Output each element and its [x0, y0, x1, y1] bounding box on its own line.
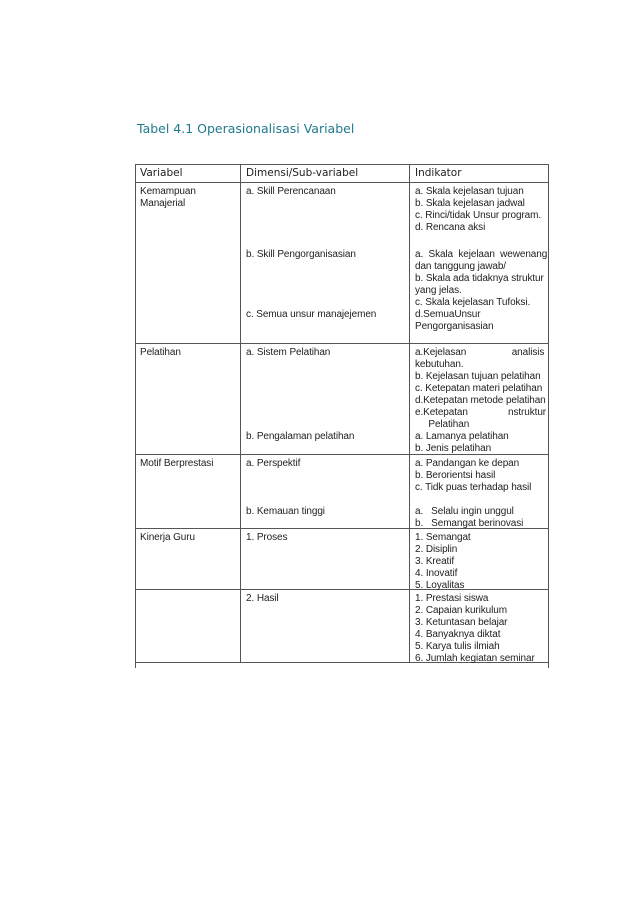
- operationalization-table: [135, 164, 548, 663]
- cell-indikator: 4. Inovatif: [415, 568, 458, 579]
- cell-variabel: Kinerja Guru: [140, 532, 195, 543]
- column-divider: [409, 455, 410, 528]
- cell-indikator: c. Ketepatan materi pelatihan: [415, 383, 543, 394]
- cell-indikator: a. Lamanya pelatihan: [415, 431, 509, 442]
- cell-indikator: a. Skala kejelaan wewenang: [415, 249, 548, 260]
- table-caption: Tabel 4.1 Operasionalisasi Variabel: [137, 121, 355, 136]
- column-divider: [240, 529, 241, 589]
- cell-indikator: b. Skala kejelasan jadwal: [415, 198, 525, 209]
- cell-indikator: b. Berorientsi hasil: [415, 470, 496, 481]
- table-row: [135, 344, 548, 455]
- cell-indikator: b. Kejelasan tujuan pelatihan: [415, 371, 541, 382]
- cell-indikator: 5. Karya tulis ilmiah: [415, 641, 500, 652]
- cell-indikator: c. Tidk puas terhadap hasil: [415, 482, 532, 493]
- table-row: [135, 590, 548, 663]
- cell-indikator: 3. Ketuntasan belajar: [415, 617, 508, 628]
- cell-indikator: a. Skala kejelasan tujuan: [415, 186, 524, 197]
- cell-indikator: Pelatihan: [415, 419, 470, 430]
- cell-indikator: d.SemuaUnsur: [415, 309, 481, 320]
- cell-indikator: 5. Loyalitas: [415, 580, 465, 591]
- cell-indikator: b. Skala ada tidaknya struktur: [415, 273, 544, 284]
- cell-indikator: 1. Semangat: [415, 532, 471, 543]
- cell-indikator: 2. Disiplin: [415, 544, 458, 555]
- header-dimensi: Dimensi/Sub-variabel: [246, 167, 359, 179]
- table-row: [135, 455, 548, 529]
- cell-dimensi: c. Semua unsur manajejemen: [246, 309, 377, 320]
- cell-indikator: b. Semangat berinovasi: [415, 518, 524, 529]
- cell-indikator: dan tanggung jawab/: [415, 261, 506, 272]
- column-divider: [409, 590, 410, 662]
- cell-dimensi: 2. Hasil: [246, 593, 279, 604]
- cell-indikator: 2. Capaian kurikulum: [415, 605, 507, 616]
- column-divider: [240, 455, 241, 528]
- cell-dimensi: b. Kemauan tinggi: [246, 506, 325, 517]
- column-divider: [409, 183, 410, 343]
- header-variabel: Variabel: [140, 167, 183, 179]
- cell-indikator: c. Rinci/tidak Unsur program.: [415, 210, 542, 221]
- cell-variabel: Motif Berprestasi: [140, 458, 214, 469]
- cell-indikator: yang jelas.: [415, 285, 462, 296]
- cell-dimensi: b. Pengalaman pelatihan: [246, 431, 355, 442]
- column-divider: [240, 183, 241, 343]
- cell-variabel: Manajerial: [140, 198, 186, 209]
- cell-indikator: 6. Jumlah kegiatan seminar: [415, 653, 535, 664]
- cell-indikator: 3. Kreatif: [415, 556, 455, 567]
- table-row: [135, 183, 548, 344]
- cell-indikator: 4. Banyaknya diktat: [415, 629, 501, 640]
- column-divider: [240, 344, 241, 454]
- cell-indikator: d. Rencana aksi: [415, 222, 486, 233]
- column-divider: [409, 344, 410, 454]
- table-row: [135, 529, 548, 590]
- cell-dimensi: b. Skill Pengorganisasian: [246, 249, 356, 260]
- cell-indikator: e.Ketepatan nstruktur: [415, 407, 547, 418]
- cell-dimensi: a. Perspektif: [246, 458, 301, 469]
- cell-dimensi: a. Sistem Pelatihan: [246, 347, 331, 358]
- table-header: [135, 164, 548, 183]
- header-indikator: Indikator: [415, 167, 462, 179]
- cell-dimensi: a. Skill Perencanaan: [246, 186, 336, 197]
- cell-indikator: Pengorganisasian: [415, 321, 494, 332]
- cell-indikator: a. Selalu ingin unggul: [415, 506, 514, 517]
- cell-indikator: d.Ketepatan metode pelatihan: [415, 395, 546, 406]
- cell-dimensi: 1. Proses: [246, 532, 288, 543]
- cell-indikator: a. Pandangan ke depan: [415, 458, 520, 469]
- column-divider: [240, 590, 241, 662]
- cell-indikator: kebutuhan.: [415, 359, 464, 370]
- cell-indikator: c. Skala kejelasan Tufoksi.: [415, 297, 531, 308]
- column-divider: [409, 529, 410, 589]
- table-body: [135, 183, 548, 663]
- cell-variabel: Kemampuan: [140, 186, 196, 197]
- cell-variabel: Pelatihan: [140, 347, 181, 358]
- cell-indikator: a.Kejelasan analisis: [415, 347, 545, 358]
- cell-indikator: 1. Prestasi siswa: [415, 593, 489, 604]
- cell-indikator: b. Jenis pelatihan: [415, 443, 492, 454]
